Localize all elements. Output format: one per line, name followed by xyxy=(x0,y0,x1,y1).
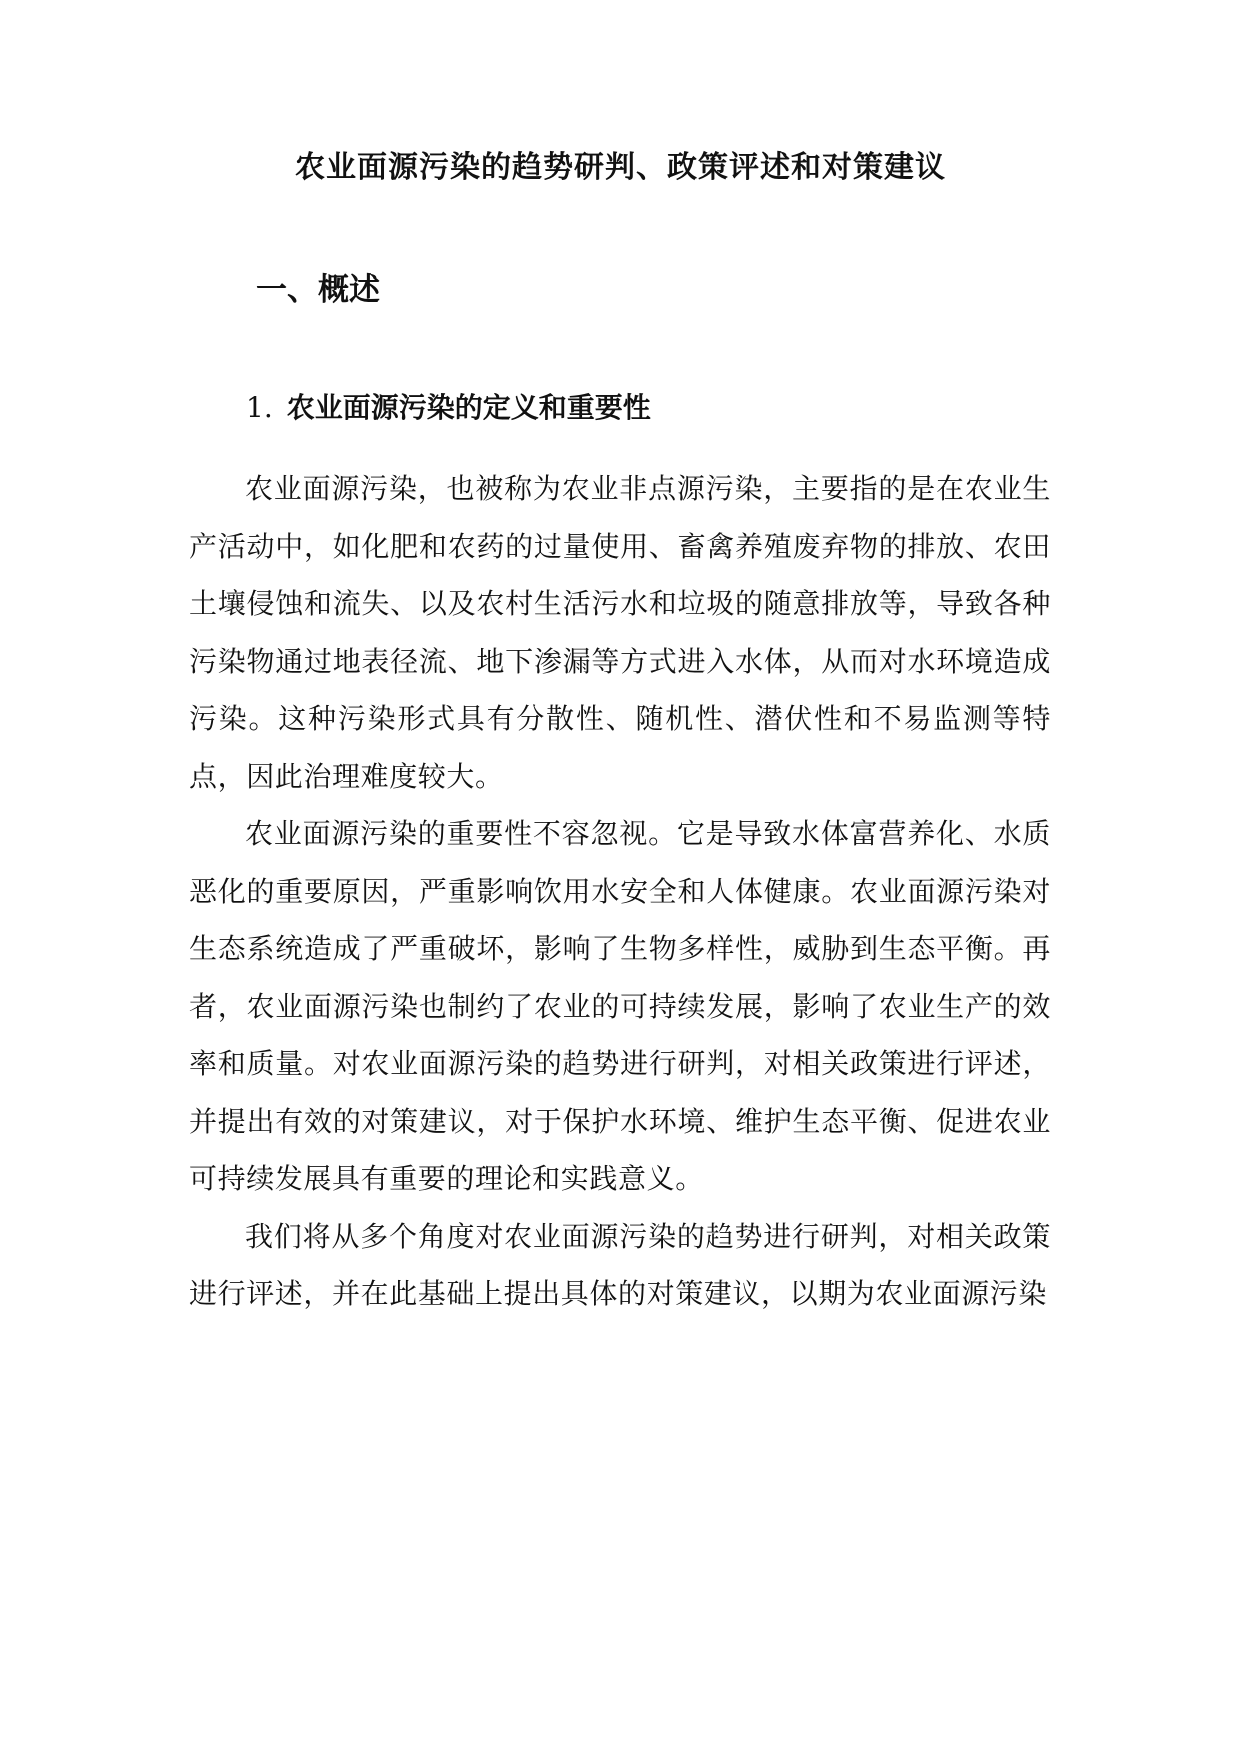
paragraph-approach: 我们将从多个角度对农业面源污染的趋势进行研判，对相关政策进行评述，并在此基础上提出具体的对策建议，以期为农业面源污染 xyxy=(189,1219,1051,1310)
subsection-number: 1. xyxy=(246,391,273,424)
paragraph-importance: 农业面源污染的重要性不容忽视。它是导致水体富营养化、水质恶化的重要原因，严重影响饮用水安全和人体健康。农业面源污染对生态系统造成了严重破坏，影响了生物多样性，威胁到生态平衡。再者，农业面源污染也制约了农业的可持续发展，影响了农业生产的效率和质量。对农业面源污染的趋势进行研判，对相关政策进行评述，并提出有效的对策建议，对于保护水环境、维护生态平衡、促进农业可持续发展具有重要的理论和实践意义。 xyxy=(189,817,1051,1195)
section-heading: 一、概述 xyxy=(256,272,380,308)
paragraph-definition: 农业面源污染，也被称为农业非点源污染，主要指的是在农业生产活动中，如化肥和农药的过量使用、畜禽养殖废弃物的排放、农田土壤侵蚀和流失、以及农村生活污水和垃圾的随意排放等，导致各种污染物通过地表径流、地下渗漏等方式进入水体，从而对水环境造成污染。这种污染形式具有分散性、随机性、潜伏性和不易监测等特点，因此治理难度较大。 xyxy=(189,472,1051,793)
subsection-title: 农业面源污染的定义和重要性 xyxy=(286,391,651,424)
document-body xyxy=(189,460,1051,1323)
subsection-heading xyxy=(246,388,651,428)
document-title: 农业面源污染的趋势研判、政策评述和对策建议 xyxy=(295,150,946,185)
